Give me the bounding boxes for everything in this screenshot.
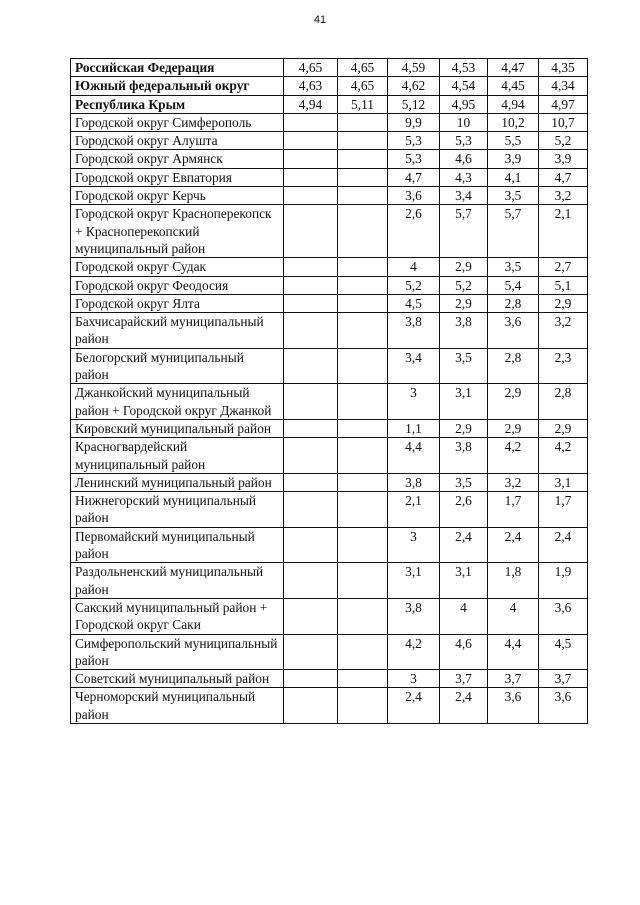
region-name-cell: Городской округ Евпатория [71, 168, 284, 186]
value-cell: 1,9 [539, 563, 588, 599]
table-body [71, 59, 588, 724]
value-cell: 1,8 [488, 563, 539, 599]
table-row [71, 473, 588, 491]
value-cell: 4,2 [539, 438, 588, 474]
value-cell: 3 [388, 527, 440, 563]
value-cell: 4,45 [488, 77, 539, 95]
value-cell: 4,5 [388, 294, 440, 312]
value-cell: 3,6 [539, 688, 588, 724]
region-name-cell: Городской округ Армянск [71, 150, 284, 168]
value-cell [338, 419, 388, 437]
table-row [71, 313, 588, 349]
table-row [71, 258, 588, 276]
value-cell: 5,3 [388, 150, 440, 168]
value-cell [338, 438, 388, 474]
value-cell: 2,9 [440, 419, 488, 437]
value-cell: 4,95 [440, 95, 488, 113]
region-name-cell: Симферопольский муниципальный район [71, 634, 284, 670]
value-cell: 3,1 [440, 384, 488, 420]
value-cell: 1,7 [539, 492, 588, 528]
value-cell: 3,1 [440, 563, 488, 599]
value-cell [338, 670, 388, 688]
value-cell: 4,6 [440, 150, 488, 168]
value-cell [284, 598, 338, 634]
value-cell [338, 473, 388, 491]
value-cell: 4,63 [284, 77, 338, 95]
value-cell: 3,4 [440, 187, 488, 205]
value-cell: 4,1 [488, 168, 539, 186]
value-cell: 3,4 [388, 348, 440, 384]
value-cell: 2,8 [539, 384, 588, 420]
value-cell: 4,2 [488, 438, 539, 474]
value-cell: 2,1 [388, 492, 440, 528]
region-name-cell: Городской округ Судак [71, 258, 284, 276]
value-cell: 5,12 [388, 95, 440, 113]
value-cell [338, 258, 388, 276]
table-row [71, 168, 588, 186]
value-cell: 3,2 [488, 473, 539, 491]
region-name-cell: Бахчисарайский муниципальный район [71, 313, 284, 349]
value-cell: 3 [388, 670, 440, 688]
table-row [71, 95, 588, 113]
value-cell: 3,6 [488, 688, 539, 724]
value-cell [284, 688, 338, 724]
table-row [71, 348, 588, 384]
region-name-cell: Городской округ Алушта [71, 132, 284, 150]
value-cell: 4,94 [284, 95, 338, 113]
value-cell: 1,1 [388, 419, 440, 437]
value-cell: 2,4 [440, 527, 488, 563]
region-name-cell: Городской округ Ялта [71, 294, 284, 312]
value-cell: 4,35 [539, 59, 588, 77]
region-name-cell: Сакский муниципальный район + Городской округ Саки [71, 598, 284, 634]
value-cell: 2,8 [488, 294, 539, 312]
value-cell: 3,7 [539, 670, 588, 688]
value-cell: 1,7 [488, 492, 539, 528]
table-row [71, 294, 588, 312]
table-row [71, 670, 588, 688]
region-name-cell: Городской округ Феодосия [71, 276, 284, 294]
value-cell: 2,6 [440, 492, 488, 528]
value-cell [338, 688, 388, 724]
value-cell: 3,2 [539, 313, 588, 349]
value-cell: 10 [440, 113, 488, 131]
value-cell: 4,7 [388, 168, 440, 186]
table-row [71, 132, 588, 150]
region-name-cell: Российская Федерация [71, 59, 284, 77]
value-cell: 3,8 [440, 438, 488, 474]
value-cell: 4,2 [388, 634, 440, 670]
value-cell [338, 168, 388, 186]
value-cell: 4,65 [338, 59, 388, 77]
value-cell: 5,2 [539, 132, 588, 150]
value-cell [284, 670, 338, 688]
value-cell: 4,4 [388, 438, 440, 474]
value-cell: 4,47 [488, 59, 539, 77]
value-cell: 5,1 [539, 276, 588, 294]
table-row [71, 187, 588, 205]
value-cell [338, 150, 388, 168]
value-cell [338, 113, 388, 131]
value-cell: 3,5 [488, 258, 539, 276]
value-cell: 3,6 [488, 313, 539, 349]
value-cell: 5,7 [488, 205, 539, 258]
value-cell: 2,9 [440, 294, 488, 312]
region-name-cell: Белогорский муниципальный район [71, 348, 284, 384]
value-cell: 2,7 [539, 258, 588, 276]
region-name-cell: Раздольненский муниципальный район [71, 563, 284, 599]
value-cell [284, 438, 338, 474]
value-cell: 4 [388, 258, 440, 276]
region-name-cell: Красногвардейский муниципальный район [71, 438, 284, 474]
value-cell: 10,2 [488, 113, 539, 131]
table-row [71, 276, 588, 294]
value-cell: 2,9 [440, 258, 488, 276]
value-cell: 3,5 [488, 187, 539, 205]
table-row [71, 113, 588, 131]
table-row [71, 59, 588, 77]
value-cell: 3,6 [388, 187, 440, 205]
value-cell: 3,7 [440, 670, 488, 688]
value-cell: 4,5 [539, 634, 588, 670]
value-cell [284, 563, 338, 599]
value-cell [284, 113, 338, 131]
table-row [71, 77, 588, 95]
value-cell [338, 132, 388, 150]
region-name-cell: Городской округ Красноперекопск + Красноперекопский муниципальный район [71, 205, 284, 258]
value-cell [284, 187, 338, 205]
value-cell: 4,6 [440, 634, 488, 670]
value-cell [284, 527, 338, 563]
value-cell: 2,6 [388, 205, 440, 258]
value-cell [284, 473, 338, 491]
value-cell: 4,54 [440, 77, 488, 95]
value-cell: 2,9 [539, 419, 588, 437]
value-cell: 2,4 [388, 688, 440, 724]
table-row [71, 438, 588, 474]
value-cell [338, 187, 388, 205]
region-name-cell: Черноморский муниципальный район [71, 688, 284, 724]
value-cell: 2,9 [539, 294, 588, 312]
value-cell [284, 384, 338, 420]
value-cell [284, 419, 338, 437]
value-cell: 2,4 [440, 688, 488, 724]
value-cell [338, 348, 388, 384]
value-cell: 3,8 [440, 313, 488, 349]
value-cell: 4,65 [338, 77, 388, 95]
table-row [71, 384, 588, 420]
table-row [71, 205, 588, 258]
value-cell: 9,9 [388, 113, 440, 131]
value-cell [284, 492, 338, 528]
value-cell [338, 634, 388, 670]
value-cell: 2,4 [488, 527, 539, 563]
value-cell: 4,7 [539, 168, 588, 186]
statistics-table [70, 58, 588, 724]
value-cell: 3 [388, 384, 440, 420]
value-cell: 4,62 [388, 77, 440, 95]
value-cell [338, 492, 388, 528]
region-name-cell: Республика Крым [71, 95, 284, 113]
value-cell [338, 527, 388, 563]
value-cell: 4 [488, 598, 539, 634]
value-cell [338, 205, 388, 258]
value-cell: 4,53 [440, 59, 488, 77]
value-cell [284, 168, 338, 186]
value-cell: 5,11 [338, 95, 388, 113]
value-cell: 2,1 [539, 205, 588, 258]
value-cell [338, 598, 388, 634]
value-cell: 3,7 [488, 670, 539, 688]
region-name-cell: Советский муниципальный район [71, 670, 284, 688]
value-cell: 4 [440, 598, 488, 634]
table-row [71, 563, 588, 599]
value-cell: 5,3 [440, 132, 488, 150]
value-cell: 3,5 [440, 473, 488, 491]
value-cell: 5,5 [488, 132, 539, 150]
value-cell: 10,7 [539, 113, 588, 131]
value-cell: 5,3 [388, 132, 440, 150]
value-cell [284, 132, 338, 150]
table-row [71, 419, 588, 437]
value-cell: 2,9 [488, 419, 539, 437]
value-cell [284, 313, 338, 349]
value-cell: 3,1 [388, 563, 440, 599]
value-cell: 4,97 [539, 95, 588, 113]
page-number: 41 [313, 14, 327, 26]
value-cell: 3,9 [539, 150, 588, 168]
value-cell: 5,2 [440, 276, 488, 294]
region-name-cell: Южный федеральный округ [71, 77, 284, 95]
table-row [71, 492, 588, 528]
value-cell: 2,4 [539, 527, 588, 563]
value-cell: 3,8 [388, 473, 440, 491]
value-cell: 3,5 [440, 348, 488, 384]
value-cell [338, 563, 388, 599]
value-cell [338, 276, 388, 294]
region-name-cell: Нижнегорский муниципальный район [71, 492, 284, 528]
value-cell: 3,1 [539, 473, 588, 491]
value-cell [338, 294, 388, 312]
value-cell: 2,9 [488, 384, 539, 420]
value-cell: 4,59 [388, 59, 440, 77]
region-name-cell: Первомайский муниципальный район [71, 527, 284, 563]
value-cell: 4,4 [488, 634, 539, 670]
value-cell: 4,65 [284, 59, 338, 77]
value-cell [284, 258, 338, 276]
table-row [71, 634, 588, 670]
value-cell: 3,2 [539, 187, 588, 205]
region-name-cell: Ленинский муниципальный район [71, 473, 284, 491]
value-cell [284, 205, 338, 258]
value-cell: 5,2 [388, 276, 440, 294]
value-cell: 2,3 [539, 348, 588, 384]
value-cell: 4,34 [539, 77, 588, 95]
table-row [71, 598, 588, 634]
value-cell [284, 150, 338, 168]
value-cell [338, 313, 388, 349]
value-cell: 5,7 [440, 205, 488, 258]
region-name-cell: Городской округ Симферополь [71, 113, 284, 131]
value-cell [284, 634, 338, 670]
value-cell: 3,6 [539, 598, 588, 634]
value-cell [284, 348, 338, 384]
value-cell [338, 384, 388, 420]
region-name-cell: Кировский муниципальный район [71, 419, 284, 437]
value-cell: 5,4 [488, 276, 539, 294]
table-row [71, 150, 588, 168]
value-cell [284, 294, 338, 312]
region-name-cell: Джанкойский муниципальный район + Городской округ Джанкой [71, 384, 284, 420]
value-cell: 3,9 [488, 150, 539, 168]
value-cell: 4,94 [488, 95, 539, 113]
value-cell: 3,8 [388, 313, 440, 349]
value-cell: 2,8 [488, 348, 539, 384]
region-name-cell: Городской округ Керчь [71, 187, 284, 205]
value-cell: 3,8 [388, 598, 440, 634]
table-row [71, 688, 588, 724]
table-row [71, 527, 588, 563]
value-cell [284, 276, 338, 294]
value-cell: 4,3 [440, 168, 488, 186]
